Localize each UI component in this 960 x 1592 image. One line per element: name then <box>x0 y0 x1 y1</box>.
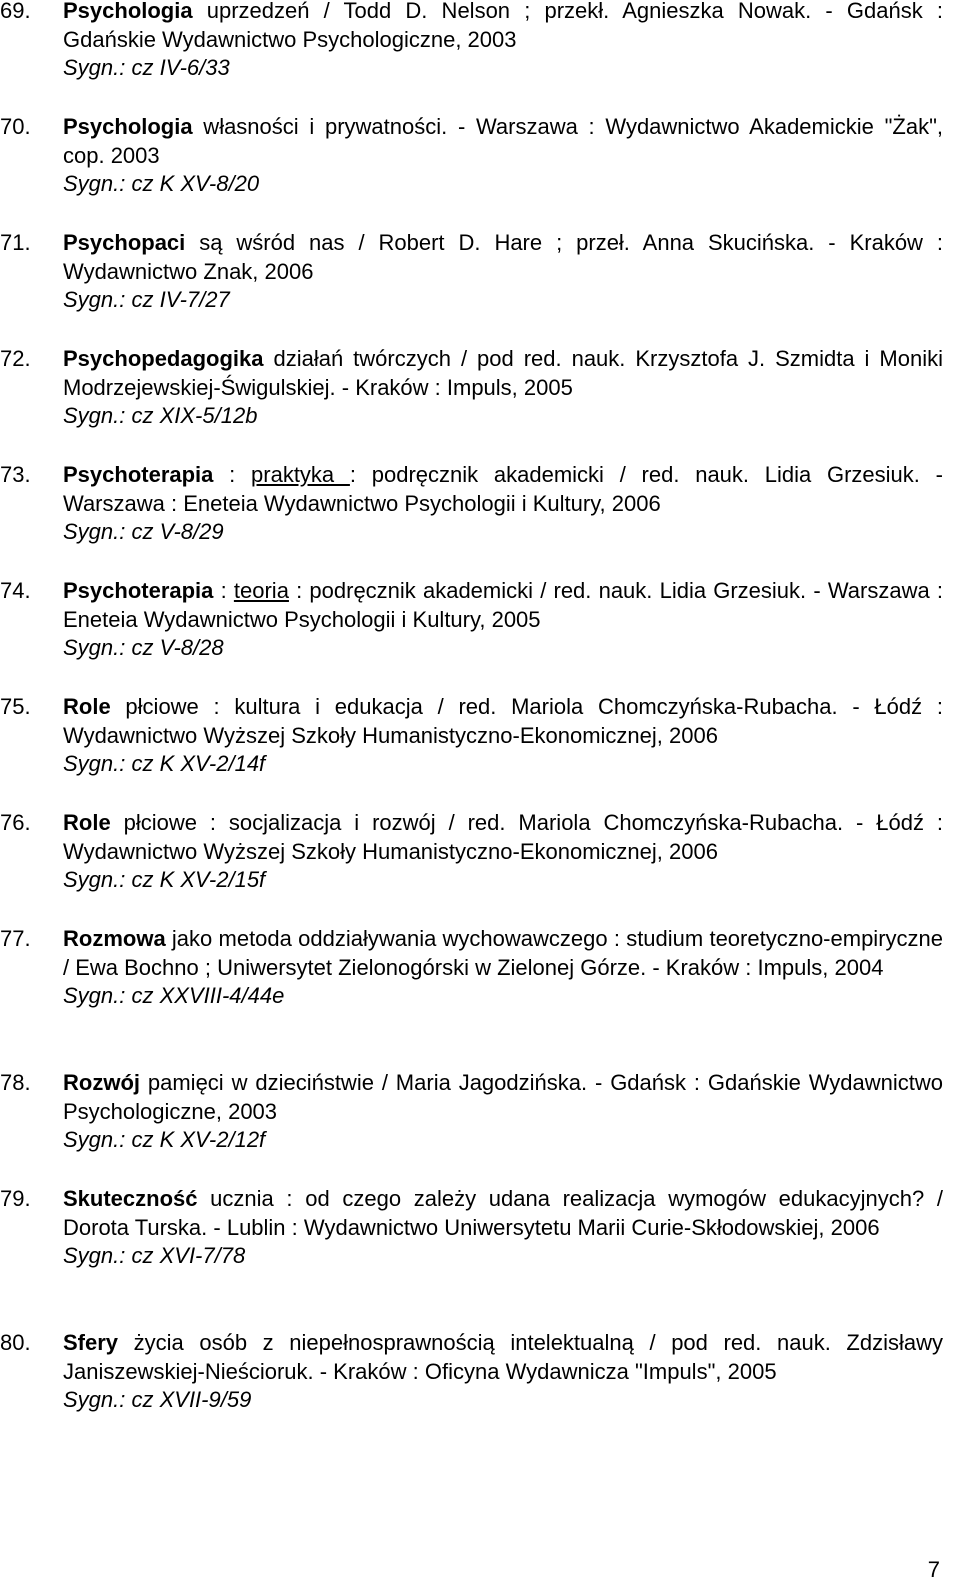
entry-details: : podręcznik akademicki / red. nauk. Lidia Grzesiuk. - Warszawa : Eneteia Wydawnictwo Psychologii i Kultury, 2005 <box>63 578 943 632</box>
entry-title-word: Rozmowa <box>63 926 166 951</box>
entry-details: uprzedzeń / Todd D. Nelson ; przekł. Agnieszka Nowak. - Gdańsk : Gdańskie Wydawnictwo Psychologiczne, 2003 <box>63 0 943 52</box>
entry-details: działań twórczych / pod red. nauk. Krzysztofa J. Szmidta i Moniki Modrzejewskiej-Świgulskiej. - Kraków : Impuls, 2005 <box>63 346 943 400</box>
entry-details: ucznia : od czego zależy udana realizacja wymogów edukacyjnych? / Dorota Turska. - Lublin : Wydawnictwo Uniwersytetu Marii Curie-Skłodowskiej, 2006 <box>63 1186 943 1240</box>
entry-title-word: Psychologia <box>63 0 193 23</box>
entry-details: płciowe : socjalizacja i rozwój / red. Mariola Chomczyńska-Rubacha. - Łódź : Wydawnictwo Wyższej Szkoły Humanistyczno-Ekonomicznej, 2006 <box>63 810 943 864</box>
entry-number: 74. <box>0 578 31 603</box>
page-number: 7 <box>927 1557 940 1582</box>
entry-details-pre: : <box>213 462 252 487</box>
entry-description <box>63 113 943 170</box>
call-number: Sygn.: cz XVI-7/78 <box>63 1243 246 1268</box>
call-number: Sygn.: cz K XV-2/12f <box>63 1127 266 1152</box>
entry-details: życia osób z niepełnosprawnością intelektualną / pod red. nauk. Zdzisławy Janiszewskiej-Nieścioruk. - Kraków : Oficyna Wydawnicza "Impuls", 2005 <box>63 1330 943 1384</box>
entry-title-word: Psychoterapia <box>63 578 214 603</box>
entry-description <box>63 1069 943 1126</box>
entry-description <box>63 345 943 402</box>
call-number: Sygn.: cz V-8/28 <box>63 635 224 660</box>
entry-description <box>63 229 943 286</box>
entry-description <box>63 577 943 634</box>
call-number: Sygn.: cz K XV-2/14f <box>63 751 266 776</box>
entry-description <box>63 461 943 518</box>
entry-description <box>63 1329 943 1386</box>
entry-title-word: Rozwój <box>63 1070 140 1095</box>
call-number: Sygn.: cz IV-6/33 <box>63 55 230 80</box>
entry-number: 70. <box>0 114 31 139</box>
entry-description <box>63 0 943 54</box>
entry-number: 76. <box>0 810 31 835</box>
entry-number: 79. <box>0 1186 31 1211</box>
entry-underlined-subtitle: teoria <box>233 578 289 603</box>
entry-description <box>63 1185 943 1242</box>
entry-description <box>63 809 943 866</box>
entry-description <box>63 693 943 750</box>
entry-number: 77. <box>0 926 31 951</box>
entry-details-pre: : <box>213 578 234 603</box>
entry-title-word: Psychopaci <box>63 230 186 255</box>
entry-underlined-subtitle: praktyka <box>251 462 350 487</box>
entry-title-word: Sfery <box>63 1330 119 1355</box>
entry-title-word: Psychologia <box>63 114 193 139</box>
call-number: Sygn.: cz IV-7/27 <box>63 287 230 312</box>
call-number: Sygn.: cz XVII-9/59 <box>63 1387 252 1412</box>
entry-details: pamięci w dzieciństwie / Maria Jagodzińska. - Gdańsk : Gdańskie Wydawnictwo Psychologiczne, 2003 <box>63 1070 943 1124</box>
entry-title-word: Psychoterapia <box>63 462 214 487</box>
entry-description <box>63 925 943 982</box>
entry-number: 72. <box>0 346 31 371</box>
call-number: Sygn.: cz K XV-8/20 <box>63 171 260 196</box>
entry-number: 71. <box>0 230 31 255</box>
entry-details: są wśród nas / Robert D. Hare ; przeł. Anna Skucińska. - Kraków : Wydawnictwo Znak, 2006 <box>63 230 943 284</box>
entry-number: 75. <box>0 694 31 719</box>
entry-number: 80. <box>0 1330 31 1355</box>
entry-number: 78. <box>0 1070 31 1095</box>
entry-title-word: Role <box>63 810 111 835</box>
entry-title-word: Skuteczność <box>63 1186 198 1211</box>
call-number: Sygn.: cz K XV-2/15f <box>63 867 266 892</box>
call-number: Sygn.: cz XXVIII-4/44e <box>63 983 285 1008</box>
call-number: Sygn.: cz XIX-5/12b <box>63 403 258 428</box>
entry-details: jako metoda oddziaływania wychowawczego : studium teoretyczno-empiryczne / Ewa Bochno ; Uniwersytet Zielonogórski w Zielonej Górze. - Kraków : Impuls, 2004 <box>63 926 943 980</box>
entry-number: 69. <box>0 0 31 23</box>
entry-title-word: Psychopedagogika <box>63 346 264 371</box>
entry-title-word: Role <box>63 694 111 719</box>
call-number: Sygn.: cz V-8/29 <box>63 519 224 544</box>
entry-details: własności i prywatności. - Warszawa : Wydawnictwo Akademickie "Żak", cop. 2003 <box>63 114 943 168</box>
entry-details: : podręcznik akademicki / red. nauk. Lidia Grzesiuk. - Warszawa : Eneteia Wydawnictwo Psychologii i Kultury, 2006 <box>63 462 943 516</box>
entry-details: płciowe : kultura i edukacja / red. Mariola Chomczyńska-Rubacha. - Łódź : Wydawnictwo Wyższej Szkoły Humanistyczno-Ekonomicznej, 2006 <box>63 694 943 748</box>
entry-number: 73. <box>0 462 31 487</box>
